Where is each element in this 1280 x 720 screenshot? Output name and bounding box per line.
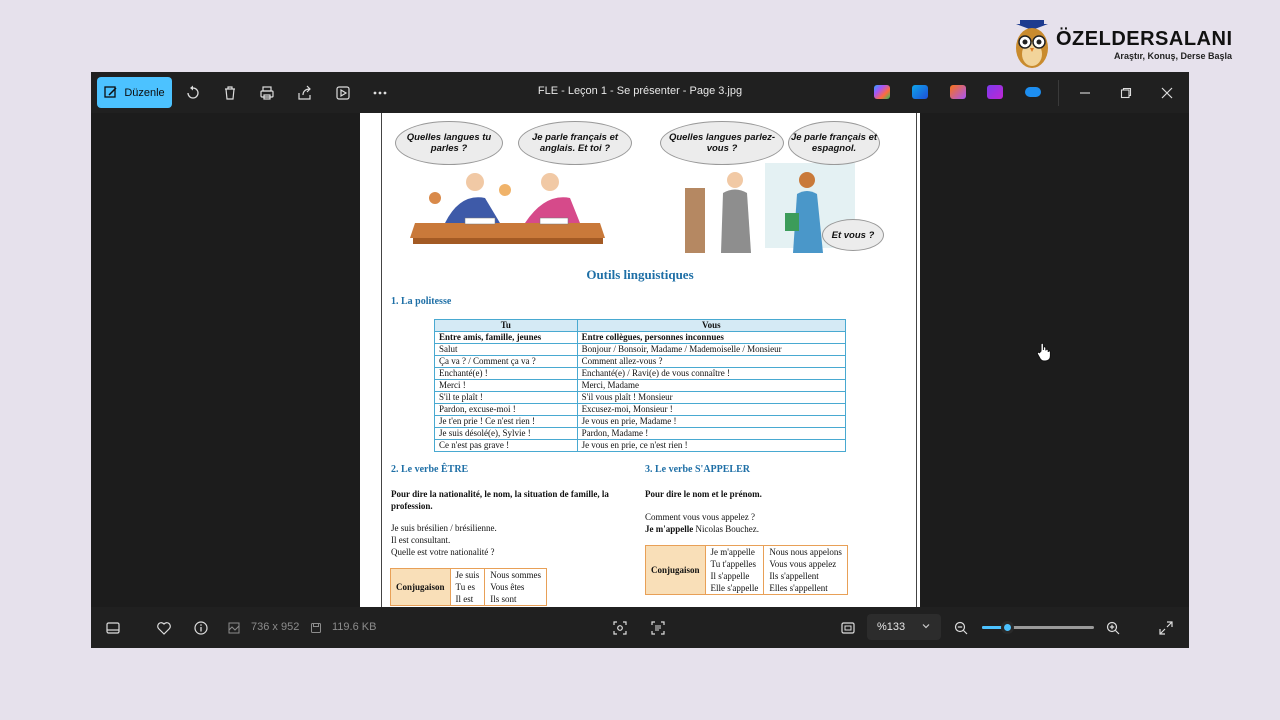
table-row <box>435 392 846 404</box>
title-bar <box>91 72 1189 113</box>
copilot-icon[interactable] <box>874 85 890 99</box>
table-row <box>435 380 846 392</box>
table-row <box>435 404 846 416</box>
table-cell: Salut <box>435 344 578 356</box>
conjugation-form: Vous êtes <box>485 581 547 593</box>
example-bold: Je m'appelle <box>645 524 694 534</box>
table-cell: Ça va ? / Comment ça va ? <box>435 356 578 368</box>
table-row <box>435 332 846 344</box>
table-row <box>435 416 846 428</box>
fit-to-window-icon[interactable] <box>838 618 858 638</box>
subsection-heading: 3. Le verbe S'APPELER <box>645 464 750 475</box>
conjugation-form: Ils sont <box>485 593 547 606</box>
table-cell: Merci, Madame <box>577 380 845 392</box>
table-row <box>435 356 846 368</box>
table-cell: Je vous en prie, ce n'est rien ! <box>577 440 845 452</box>
document-page <box>360 113 920 607</box>
column-header: Tu <box>435 320 578 332</box>
close-icon[interactable] <box>1157 83 1177 103</box>
speech-bubble: Je parle français et espagnol. <box>788 121 880 165</box>
zoom-slider-thumb[interactable] <box>1001 621 1014 634</box>
bottom-bar <box>91 607 1189 648</box>
table-cell: Merci ! <box>435 380 578 392</box>
chevron-down-icon <box>921 621 931 631</box>
image-viewport[interactable] <box>91 113 1189 607</box>
edit-button-label: Düzenle <box>124 86 165 99</box>
file-size: 119.6 KB <box>332 621 377 633</box>
zoom-slider[interactable] <box>982 626 1094 629</box>
table-cell: Comment allez-vous ? <box>577 356 845 368</box>
onedrive-icon[interactable] <box>1025 87 1041 97</box>
section-intro: Pour dire la nationalité, le nom, la situation de famille, la profession. <box>391 489 609 511</box>
subsection-heading: 1. La politesse <box>391 296 452 307</box>
example-line: Quelle est votre nationalité ? <box>391 547 495 557</box>
titlebar-divider <box>1058 80 1059 106</box>
visual-search-icon[interactable] <box>610 618 630 638</box>
speech-bubble: Et vous ? <box>822 219 884 251</box>
table-cell: Excusez-moi, Monsieur ! <box>577 404 845 416</box>
conjugation-form: Ils s'appellent <box>764 570 848 582</box>
conjugation-form: Nous nous appelons <box>764 546 848 559</box>
conjugation-form: Tu es <box>450 581 485 593</box>
text-scan-icon[interactable] <box>648 618 668 638</box>
conjugation-form: Vous vous appelez <box>764 558 848 570</box>
speech-bubble: Quelles langues tu parles ? <box>395 121 503 165</box>
zoom-level-value: %133 <box>877 621 906 633</box>
table-cell: Entre collègues, personnes inconnues <box>577 332 845 344</box>
table-row <box>435 368 846 380</box>
page-margin-line <box>916 113 917 607</box>
table-cell: Enchanté(e) ! <box>435 368 578 380</box>
zoom-in-icon[interactable] <box>1103 618 1123 638</box>
section-heading: Outils linguistiques <box>586 267 694 282</box>
speech-bubble: Je parle français et anglais. Et toi ? <box>518 121 632 165</box>
table-header-row <box>435 320 846 332</box>
owl-logo-icon <box>1012 18 1052 72</box>
table-cell: Enchanté(e) / Ravi(e) de vous connaître ! <box>577 368 845 380</box>
brand-logo <box>1012 18 1242 74</box>
table-cell: Pardon, excuse-moi ! <box>435 404 578 416</box>
conjugation-label: Conjugaison <box>391 569 451 606</box>
conjugation-label: Conjugaison <box>646 546 706 595</box>
restore-icon[interactable] <box>1116 83 1136 103</box>
classroom-illustration <box>405 168 610 248</box>
brand-slogan: Araştır, Konuş, Derse Başla <box>1113 51 1232 61</box>
filmstrip-icon[interactable] <box>103 618 123 638</box>
example-rest: Nicolas Bouchez. <box>693 524 759 534</box>
example-line: Je suis brésilien / brésilienne. <box>391 523 497 533</box>
clipchamp-icon[interactable] <box>950 85 966 99</box>
conjugation-table <box>645 545 848 595</box>
column-header: Vous <box>577 320 845 332</box>
section-intro: Pour dire le nom et le prénom. <box>645 489 762 499</box>
table-cell: Bonjour / Bonsoir, Madame / Mademoiselle / Monsieur <box>577 344 845 356</box>
example-line: Il est consultant. <box>391 535 451 545</box>
info-icon[interactable] <box>191 618 211 638</box>
conjugation-form: Tu t'appelles <box>705 558 764 570</box>
zoom-level-select[interactable] <box>867 614 941 640</box>
photos-icon[interactable] <box>987 85 1003 99</box>
table-row <box>435 428 846 440</box>
image-dimensions: 736 x 952 <box>251 621 300 633</box>
example-line: Comment vous vous appelez ? <box>645 512 755 522</box>
brand-name: ÖZELDERSALANI <box>1056 28 1233 50</box>
subsection-heading: 2. Le verbe ÊTRE <box>391 464 469 475</box>
table-row <box>435 440 846 452</box>
conjugation-form: Elles s'appellent <box>764 582 848 595</box>
fullscreen-icon[interactable] <box>1156 618 1176 638</box>
window-title: FLE - Leçon 1 - Se présenter - Page 3.jpg <box>537 85 743 97</box>
speech-bubble: Quelles langues parlez-vous ? <box>660 121 784 165</box>
conjugation-form: Je suis <box>450 569 485 582</box>
designer-icon[interactable] <box>912 85 928 99</box>
favorite-icon[interactable] <box>154 618 174 638</box>
table-cell: S'il te plaît ! <box>435 392 578 404</box>
filesize-icon <box>309 618 323 638</box>
table-cell: Je suis désolé(e), Sylvie ! <box>435 428 578 440</box>
conjugation-form: Il est <box>450 593 485 606</box>
table-cell: Pardon, Madame ! <box>577 428 845 440</box>
minimize-icon[interactable] <box>1075 83 1095 103</box>
table-cell: S'il vous plaît ! Monsieur <box>577 392 845 404</box>
example-line <box>645 523 759 535</box>
zoom-out-icon[interactable] <box>951 618 971 638</box>
table-cell: Ce n'est pas grave ! <box>435 440 578 452</box>
table-row <box>435 344 846 356</box>
conjugation-form: Je m'appelle <box>705 546 764 559</box>
table-cell: Je vous en prie, Madame ! <box>577 416 845 428</box>
conjugation-form: Il s'appelle <box>705 570 764 582</box>
hand-cursor-icon <box>1036 342 1052 362</box>
conjugation-table <box>390 568 547 606</box>
page-margin-line <box>381 113 382 607</box>
photos-window <box>91 72 1189 648</box>
conjugation-form: Nous sommes <box>485 569 547 582</box>
conjugation-form: Elle s'appelle <box>705 582 764 595</box>
politesse-table <box>434 319 846 452</box>
table-cell: Entre amis, famille, jeunes <box>435 332 578 344</box>
dimensions-icon <box>227 618 241 638</box>
table-cell: Je t'en prie ! Ce n'est rien ! <box>435 416 578 428</box>
